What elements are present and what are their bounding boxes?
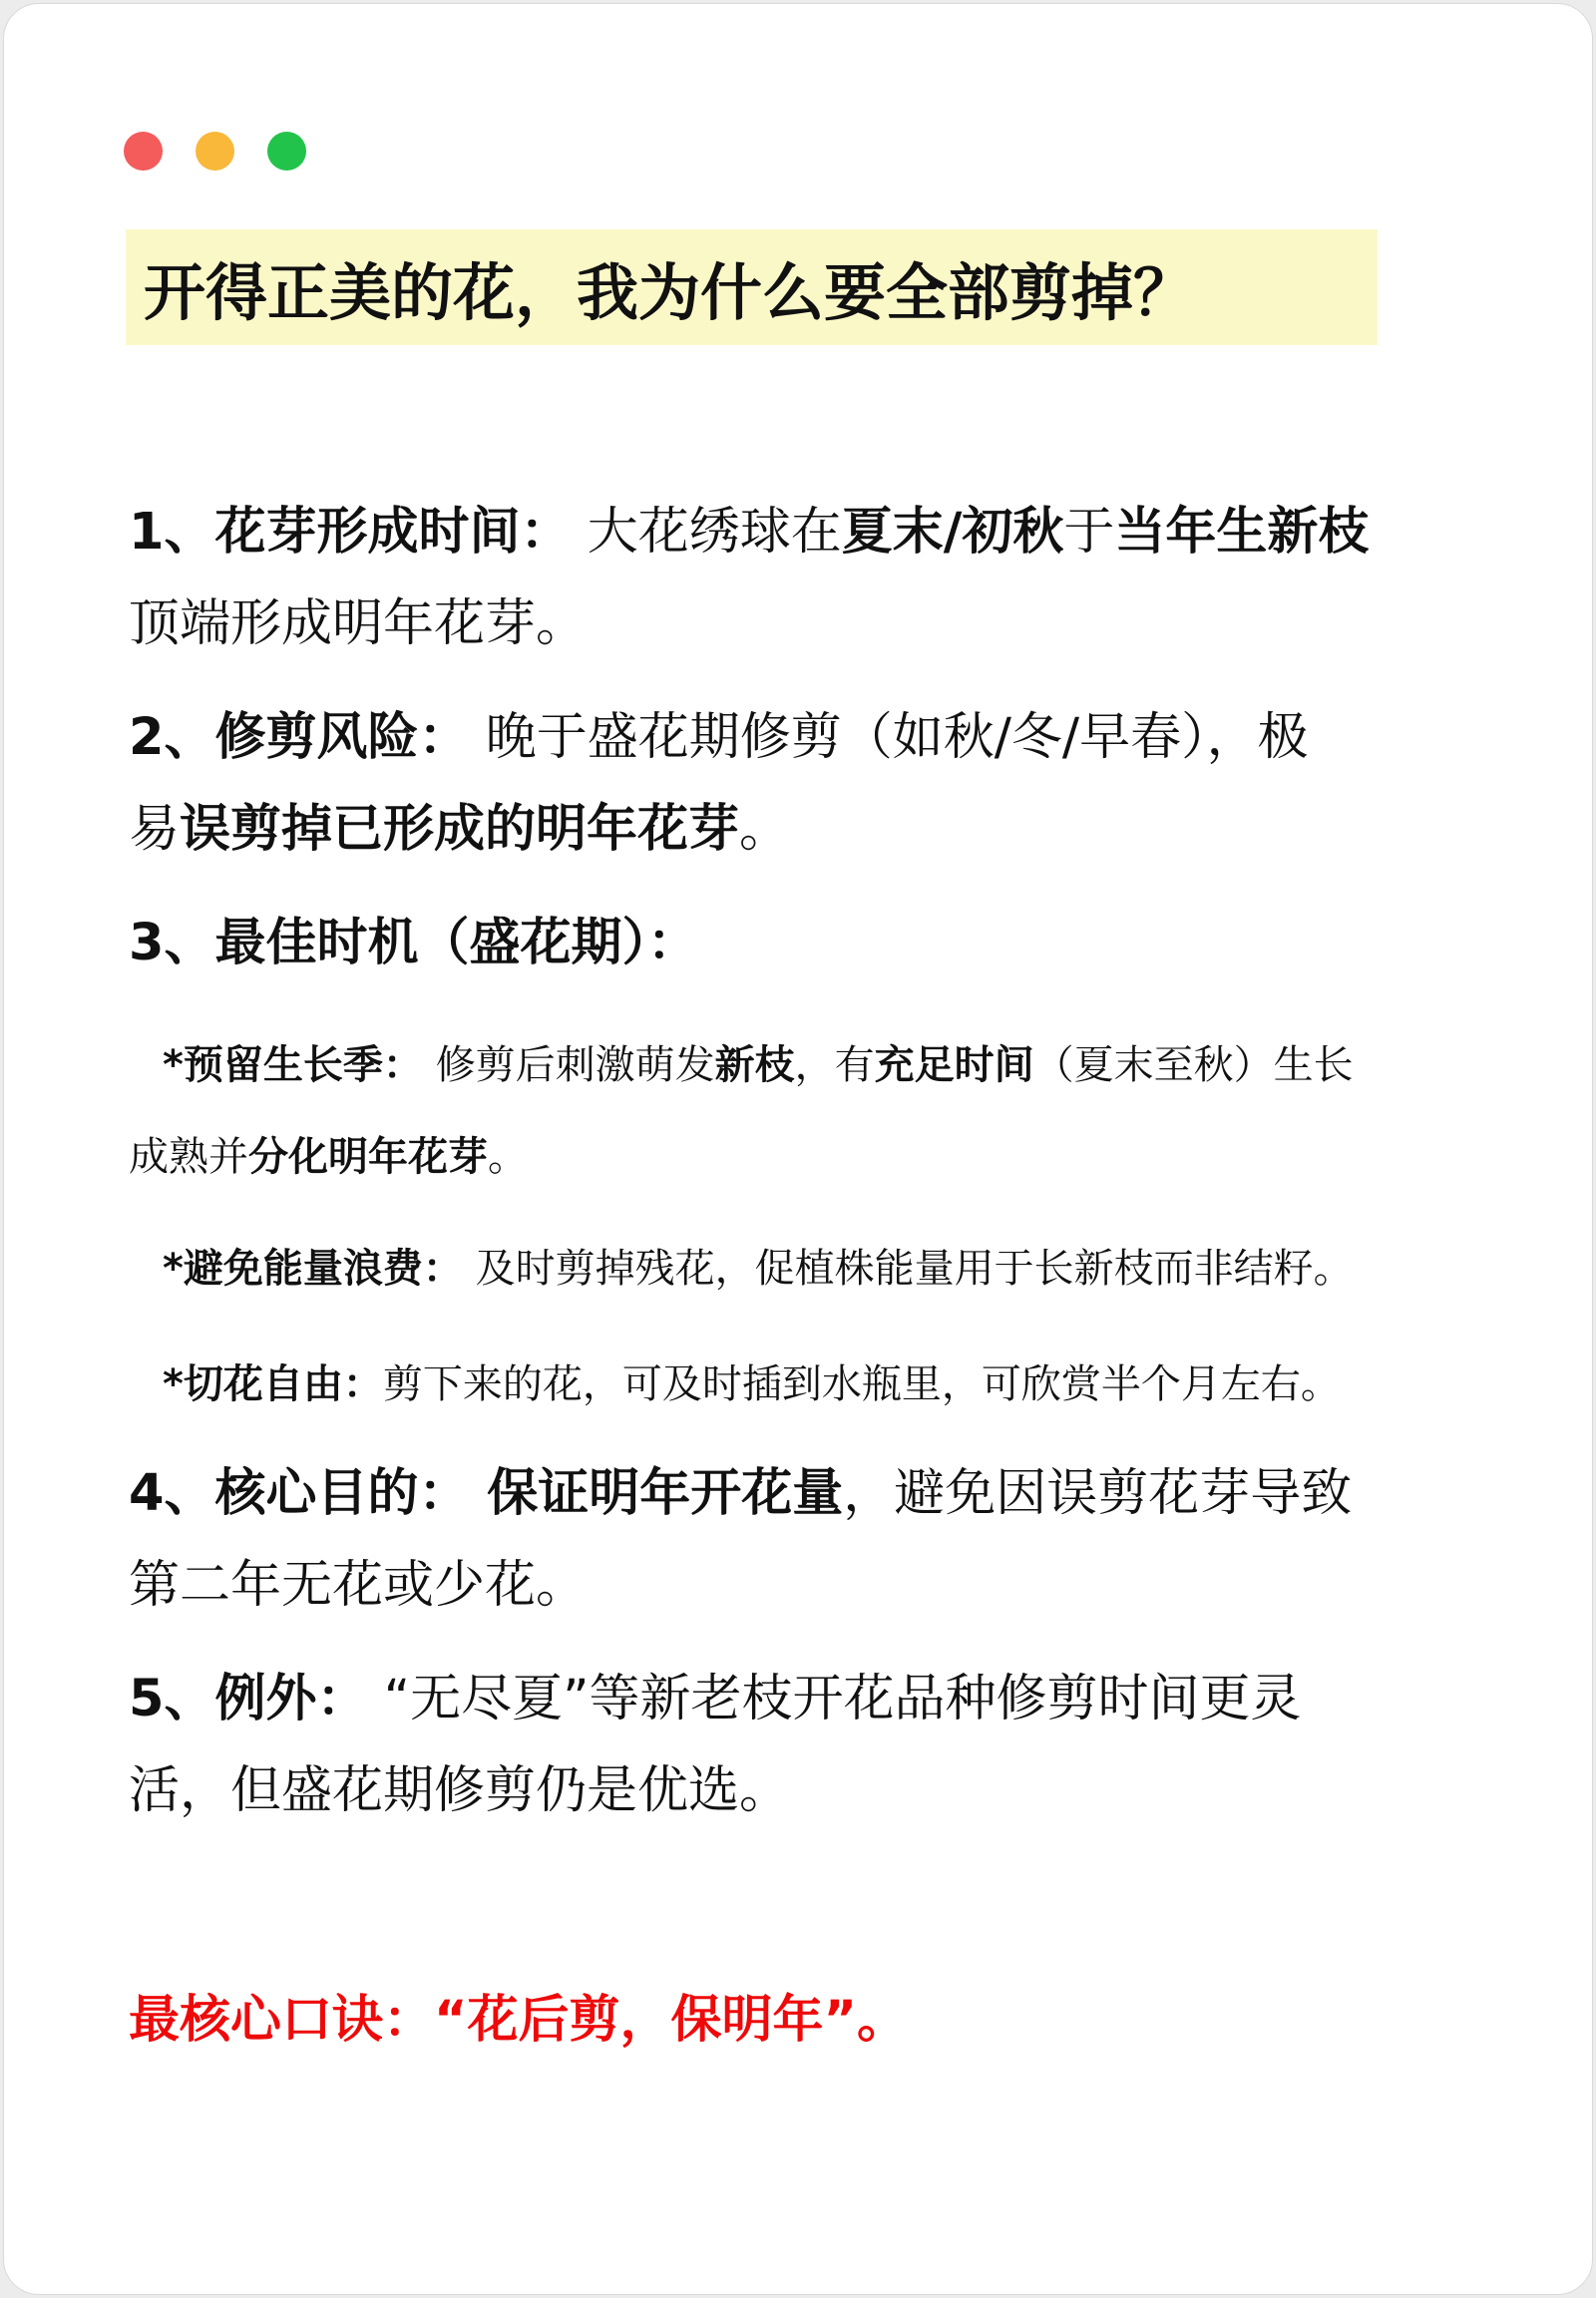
- subitem-energy-saving: [129, 1223, 1495, 1315]
- subitem-emphasis: 新枝: [714, 1042, 795, 1088]
- item-emphasis: 当年生新枝: [1114, 503, 1370, 562]
- subitem-emphasis: 充足时间: [874, 1042, 1034, 1088]
- subitem-text: 。: [488, 1134, 528, 1180]
- subitem-label: *切花自由：: [163, 1361, 383, 1407]
- item-best-timing: [129, 898, 1485, 989]
- subitem-text: （夏末至秋）生长: [1033, 1042, 1354, 1088]
- item-exception: [129, 1654, 1485, 1837]
- item-label: 1、花芽形成时间：: [129, 503, 572, 562]
- item-text: 于: [1063, 503, 1115, 562]
- item-label: 5、例外：: [129, 1670, 368, 1728]
- subitem-label: *预留生长季：: [163, 1042, 423, 1088]
- item-flower-bud-timing: [129, 487, 1485, 670]
- subitem-text: ，有: [794, 1042, 875, 1088]
- item-emphasis: 保证明年开花量: [469, 1464, 844, 1523]
- window-controls: [124, 132, 306, 171]
- item-text: 晚于盛花期修剪（如秋/冬/早春），极: [469, 708, 1309, 767]
- item-label: 4、核心目的：: [129, 1464, 470, 1523]
- maximize-dot-icon[interactable]: [267, 132, 306, 171]
- note-card: [3, 3, 1593, 2295]
- subitem-text: 修剪后刺激萌发: [422, 1042, 715, 1088]
- minimize-dot-icon[interactable]: [196, 132, 234, 171]
- subitem-text: 及时剪掉残花，促植株能量用于长新枝而非结籽。: [462, 1246, 1354, 1292]
- subitem-label: *避免能量浪费：: [163, 1246, 463, 1292]
- subitem-text: 剪下来的花，可及时插到水瓶里，可欣赏半个月左右。: [382, 1361, 1341, 1407]
- item-label: 3、最佳时机（盛花期）：: [129, 914, 698, 972]
- close-dot-icon[interactable]: [124, 132, 163, 171]
- item-core-purpose: [129, 1448, 1485, 1632]
- item-text: 大花绣球在: [571, 503, 842, 562]
- item-text: 第二年无花或少花。: [129, 1556, 588, 1615]
- page-title: 开得正美的花，我为什么要全部剪掉？: [144, 255, 1196, 329]
- item-text: 活，但盛花期修剪仍是优选。: [129, 1761, 791, 1820]
- item-text: 。: [739, 800, 791, 859]
- item-text: 易: [129, 800, 181, 859]
- item-emphasis: 误剪掉已形成的明年花芽: [180, 800, 740, 859]
- item-emphasis: 夏末/初秋: [841, 503, 1064, 562]
- item-text: 顶端形成明年花芽。: [129, 594, 588, 653]
- subitem-cut-flowers: [129, 1339, 1495, 1430]
- item-text: ，避免因误剪花芽导致: [843, 1464, 1353, 1523]
- item-text: “无尽夏”等新老枝开花品种修剪时间更灵: [367, 1670, 1302, 1728]
- title-highlight: [126, 229, 1378, 345]
- item-label: 2、修剪风险：: [129, 708, 470, 767]
- subitem-text: 成熟并: [129, 1134, 248, 1180]
- core-motto: 最核心口诀：“花后剪，保明年”。: [129, 1991, 909, 2050]
- subitem-emphasis: 分化明年花芽: [248, 1134, 488, 1180]
- subitem-growing-season: [129, 1019, 1495, 1203]
- item-pruning-risk: [129, 692, 1485, 876]
